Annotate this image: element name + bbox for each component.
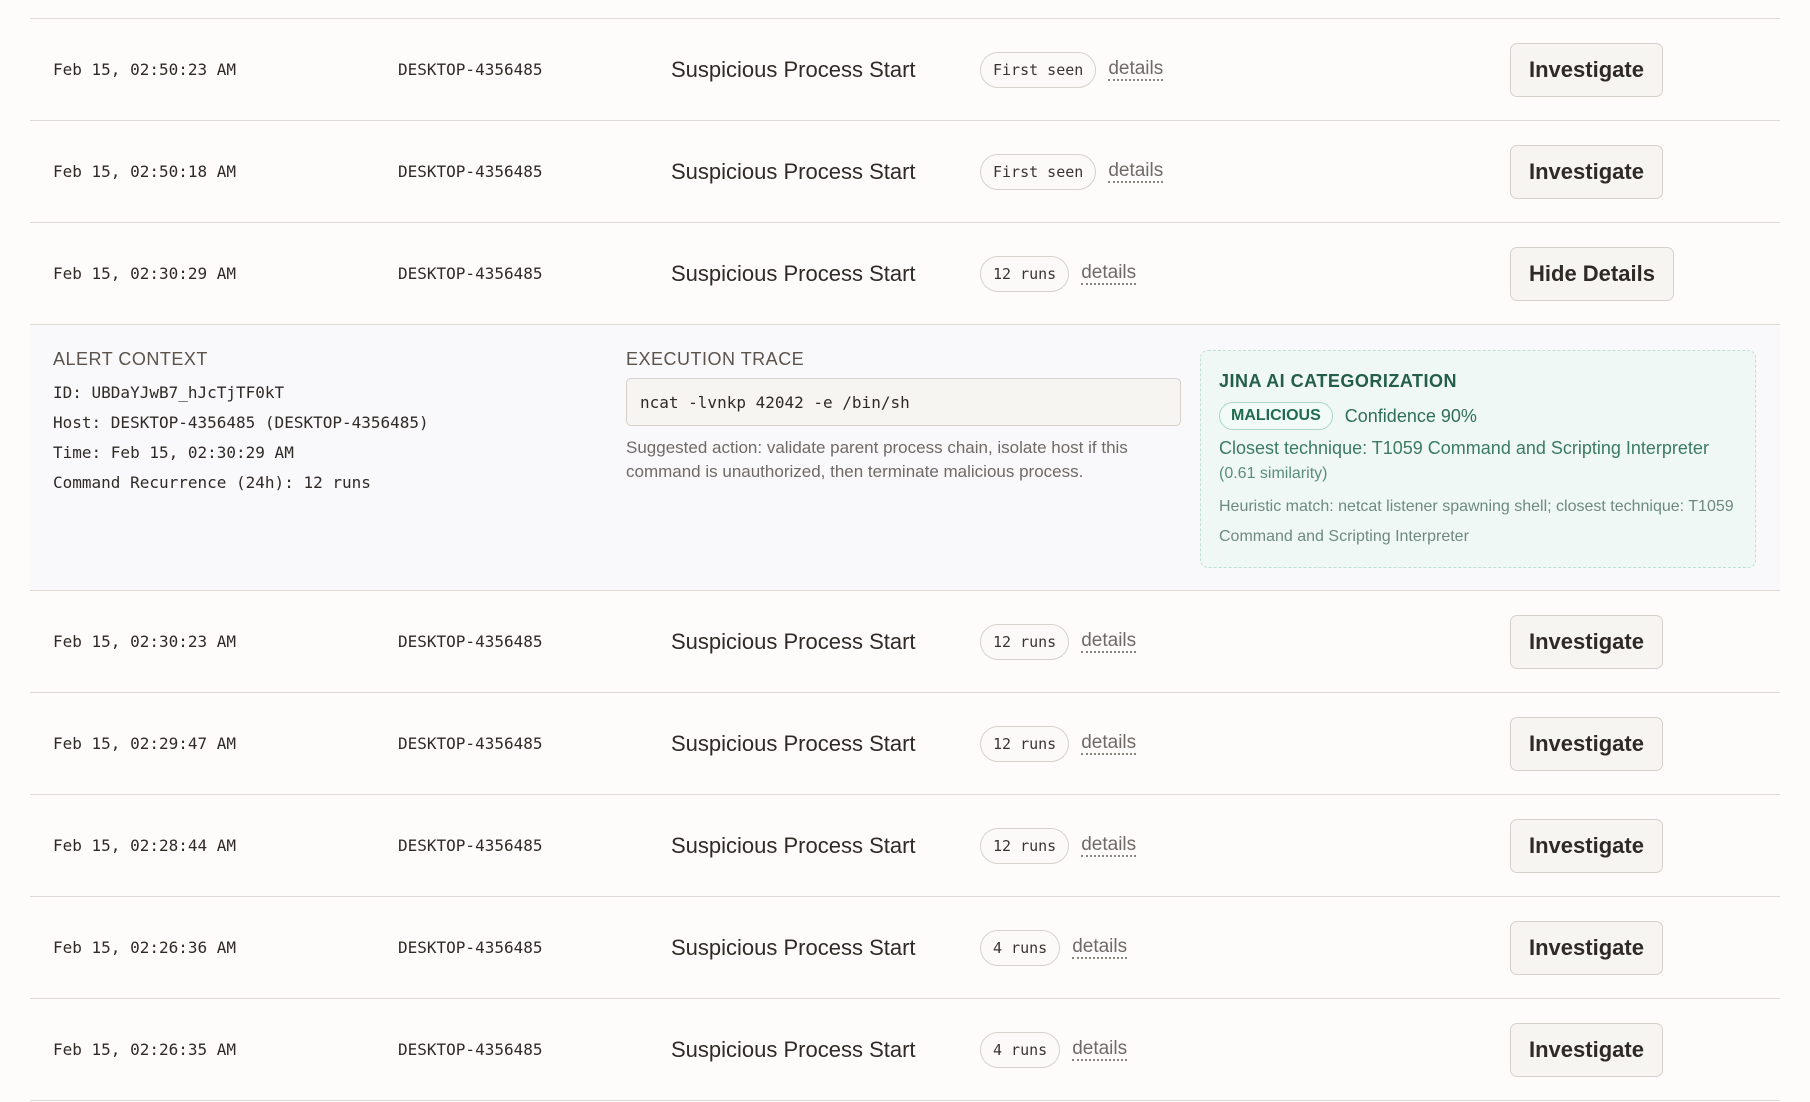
alert-time: Feb 15, 02:50:18 AM	[53, 162, 237, 181]
alert-time: Feb 15, 02:26:36 AM	[53, 938, 237, 957]
alert-host: DESKTOP-4356485	[398, 632, 543, 651]
technique-text: Closest technique: T1059 Command and Scripting Interpreter	[1219, 438, 1709, 458]
ai-verdict-row	[1219, 402, 1737, 430]
alert-type: Suspicious Process Start	[671, 260, 916, 286]
investigate-button[interactable]: Investigate	[1510, 43, 1663, 97]
alert-host: DESKTOP-4356485	[398, 938, 543, 957]
suggested-action: Suggested action: validate parent process chain, isolate host if this command is unauthorized, then terminate malicious process.	[626, 438, 1128, 481]
details-link[interactable]: details	[1108, 159, 1164, 181]
recurrence-cell	[980, 999, 1127, 1100]
details-link[interactable]: details	[1072, 1037, 1128, 1059]
action-cell	[1510, 999, 1663, 1100]
table-row	[30, 999, 1780, 1101]
action-cell	[1510, 693, 1663, 794]
alert-host: DESKTOP-4356485	[398, 60, 543, 79]
recurrence-cell	[980, 223, 1136, 324]
alert-host: DESKTOP-4356485	[398, 162, 543, 181]
action-cell	[1510, 19, 1663, 120]
alert-details-panel	[30, 325, 1780, 591]
alert-time: Feb 15, 02:26:35 AM	[53, 1040, 237, 1059]
investigate-button[interactable]: Investigate	[1510, 819, 1663, 873]
alert-host: DESKTOP-4356485	[398, 1040, 543, 1059]
recurrence-badge: 12 runs	[980, 726, 1069, 762]
alert-time: Feb 15, 02:30:23 AM	[53, 632, 237, 651]
alert-type: Suspicious Process Start	[671, 832, 916, 858]
ai-categorization-title: JINA AI CATEGORIZATION	[1219, 371, 1457, 391]
recurrence-cell	[980, 693, 1136, 794]
table-row	[30, 19, 1780, 121]
alert-type: Suspicious Process Start	[671, 56, 916, 82]
alert-host: DESKTOP-4356485	[398, 264, 543, 283]
recurrence-badge: 12 runs	[980, 828, 1069, 864]
command-recurrence: Command Recurrence (24h): 12 runs	[53, 473, 371, 492]
recurrence-cell	[980, 795, 1136, 896]
alert-time: Feb 15, 02:28:44 AM	[53, 836, 237, 855]
heuristic-match: Heuristic match: netcat listener spawning shell; closest technique: T1059 Command and Scripting Interpreter	[1219, 498, 1734, 545]
details-link[interactable]: details	[1072, 935, 1128, 957]
alert-context	[53, 349, 429, 498]
recurrence-cell	[980, 591, 1136, 692]
details-link[interactable]: details	[1081, 261, 1137, 283]
execution-trace	[626, 349, 1181, 484]
investigate-button[interactable]: Investigate	[1510, 717, 1663, 771]
recurrence-badge: First seen	[980, 52, 1096, 88]
alert-host-detail: Host: DESKTOP-4356485 (DESKTOP-4356485)	[53, 413, 429, 432]
alerts-table	[30, 18, 1780, 1101]
alert-time: Feb 15, 02:50:23 AM	[53, 60, 237, 79]
table-row	[30, 693, 1780, 795]
alert-host: DESKTOP-4356485	[398, 734, 543, 753]
similarity-text: (0.61 similarity)	[1219, 465, 1328, 482]
alert-time: Feb 15, 02:30:29 AM	[53, 264, 237, 283]
verdict-badge: MALICIOUS	[1219, 402, 1333, 430]
recurrence-badge: First seen	[980, 154, 1096, 190]
confidence-text: Confidence 90%	[1344, 405, 1477, 426]
recurrence-badge: 4 runs	[980, 930, 1060, 966]
table-row	[30, 591, 1780, 693]
recurrence-badge: 4 runs	[980, 1032, 1060, 1068]
action-cell	[1510, 795, 1663, 896]
investigate-button[interactable]: Investigate	[1510, 1023, 1663, 1077]
details-link[interactable]: details	[1081, 731, 1137, 753]
recurrence-cell	[980, 897, 1127, 998]
execution-trace-title: EXECUTION TRACE	[626, 349, 805, 369]
action-cell	[1510, 897, 1663, 998]
alert-host: DESKTOP-4356485	[398, 836, 543, 855]
table-row	[30, 223, 1780, 325]
alert-type: Suspicious Process Start	[671, 158, 916, 184]
alert-time: Feb 15, 02:29:47 AM	[53, 734, 237, 753]
recurrence-badge: 12 runs	[980, 256, 1069, 292]
command-box: ncat -lvnkp 42042 -e /bin/sh	[626, 378, 1181, 426]
table-row	[30, 795, 1780, 897]
action-cell	[1510, 223, 1674, 324]
alert-type: Suspicious Process Start	[671, 730, 916, 756]
table-row	[30, 897, 1780, 999]
recurrence-badge: 12 runs	[980, 624, 1069, 660]
table-row	[30, 121, 1780, 223]
hide-details-button[interactable]: Hide Details	[1510, 247, 1674, 301]
details-link[interactable]: details	[1081, 629, 1137, 651]
investigate-button[interactable]: Investigate	[1510, 145, 1663, 199]
ai-categorization-card	[1200, 350, 1756, 568]
alert-type: Suspicious Process Start	[671, 1036, 916, 1062]
alert-type: Suspicious Process Start	[671, 934, 916, 960]
recurrence-cell	[980, 121, 1163, 222]
action-cell	[1510, 121, 1663, 222]
alert-id: ID: UBDaYJwB7_hJcTjTF0kT	[53, 383, 285, 402]
details-link[interactable]: details	[1108, 57, 1164, 79]
action-cell	[1510, 591, 1663, 692]
investigate-button[interactable]: Investigate	[1510, 615, 1663, 669]
alert-type: Suspicious Process Start	[671, 628, 916, 654]
alert-time-detail: Time: Feb 15, 02:30:29 AM	[53, 443, 294, 462]
investigate-button[interactable]: Investigate	[1510, 921, 1663, 975]
alert-context-title: ALERT CONTEXT	[53, 349, 208, 369]
details-link[interactable]: details	[1081, 833, 1137, 855]
closest-technique	[1219, 436, 1737, 486]
recurrence-cell	[980, 19, 1163, 120]
